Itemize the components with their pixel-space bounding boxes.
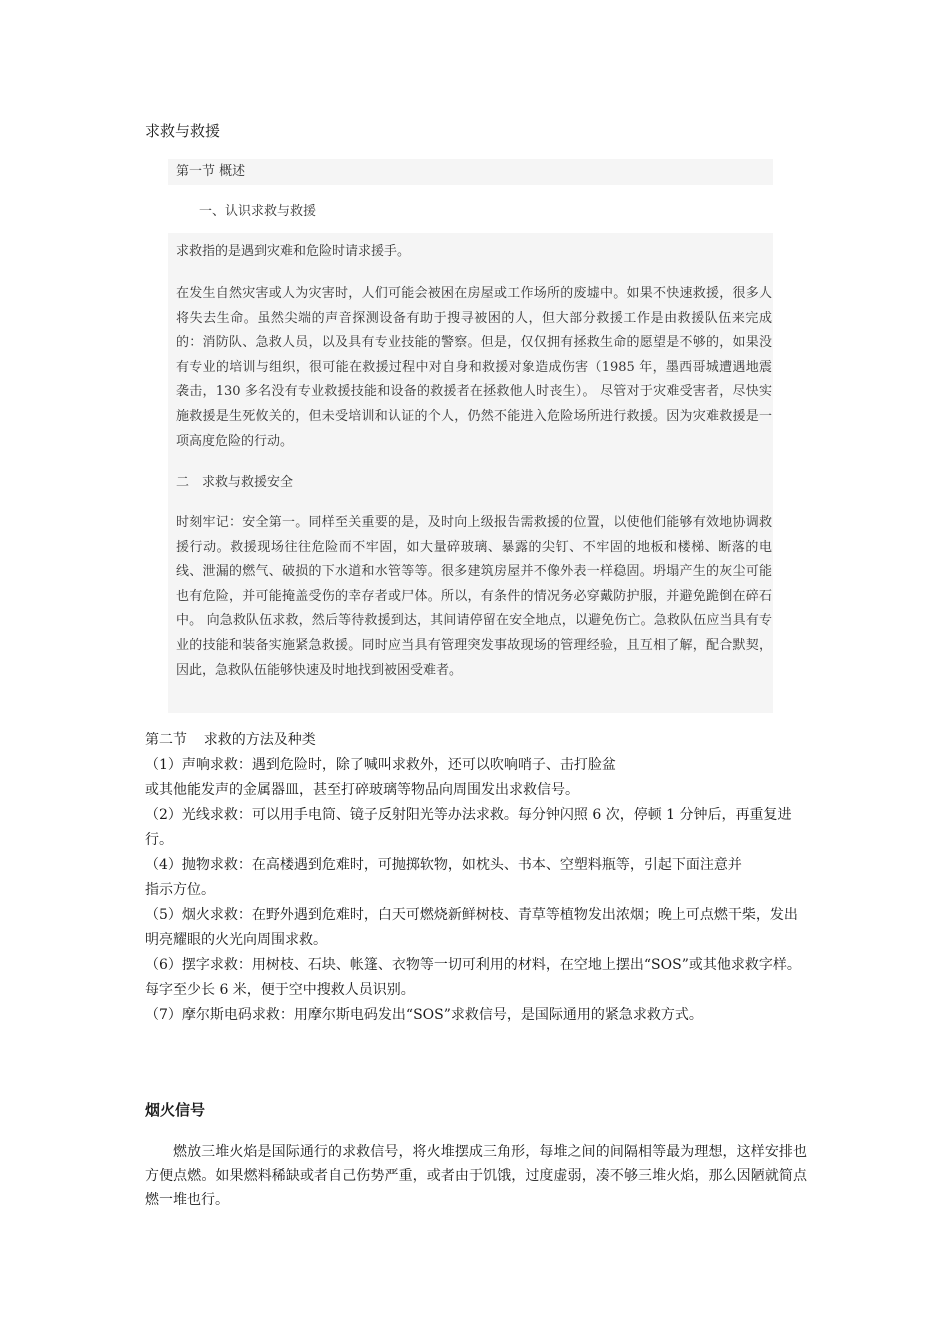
- smoke-signal-heading: 烟火信号: [145, 1101, 206, 1119]
- section1-paragraph: 在发生自然灾害或人为灾害时，人们可能会被困在房屋或工作场所的废墟中。如果不快速救援，很多人将失去生命。虽然尖端的声音探测设备有助于搜寻被困的人，但大部分救援工作是由救援队伍来完成的：消防队、急救人员，以及具有专业技能的警察。但是，仅仅拥有拯救生命的愿望是不够的，如果没有专业的培训与组织，很可能在救援过程中对自身和救援对象造成伤害（1985 年，墨西哥城遭遇地震袭击，130 多名没有专业救援技能和设备的救援者在拯救他人时丧生）。 尽管对于灾难受害者，尽快实施救援是生死攸关的，但未受培训和认证的个人，仍然不能进入危险场所进行救援。因为灾难救援是一项高度危险的行动。: [176, 286, 772, 449]
- list-item-fire: （5）烟火求救：在野外遇到危难时，白天可燃烧新鲜树枝、青草等植物发出浓烟；晚上可点燃干柴，发出明亮耀眼的火光向周围求救。: [145, 907, 798, 948]
- section2-heading: [145, 728, 807, 753]
- section1-subheading: 一、认识求救与救援: [199, 204, 317, 219]
- list-item-throw-continued: 指示方位。: [145, 882, 215, 898]
- list-item-sound-continued: 或其他能发声的金属器皿，甚至打碎玻璃等物品向周围发出求救信号。: [145, 782, 579, 798]
- list-item-sound: （1）声响求救：遇到危险时，除了喊叫求救外，还可以吹响哨子、击打脸盆: [145, 757, 616, 773]
- list-item-morse: （7）摩尔斯电码求救：用摩尔斯电码发出“SOS”求救信号，是国际通用的紧急求救方式。: [145, 1007, 703, 1023]
- section2-heading-title: 求救的方法及种类: [203, 732, 316, 748]
- smoke-signal-paragraph: 燃放三堆火焰是国际通行的求救信号，将火堆摆成三角形，每堆之间的间隔相等最为理想，这样安排也方便点燃。如果燃料稀缺或者自己伤势严重，或者由于饥饿，过度虚弱，凑不够三堆火焰，那么因陋就简点燃一堆也行。: [145, 1144, 807, 1208]
- section2: [145, 728, 807, 1028]
- list-item-text: （6）摆字求救：用树枝、石块、帐篷、衣物等一切可利用的材料，在空地上摆出“SOS”或其他求救字样。每字至少长 6 米，便于空中搜救人员识别。: [145, 957, 801, 998]
- section2-heading-number: 第二节: [145, 732, 187, 748]
- section1-definition: 求救指的是遇到灾难和危险时请求援手。: [176, 244, 411, 259]
- list-item-throw: （4）抛物求救：在高楼遇到危难时，可抛掷软物，如枕头、书本、空塑料瓶等，引起下面注意并: [145, 857, 742, 873]
- section1-subheading-safety: 二 求救与救援安全: [176, 475, 294, 490]
- page-title: 求救与救援: [145, 122, 221, 140]
- section1-heading: 第一节 概述: [176, 164, 246, 179]
- list-item-light: （2）光线求救：可以用手电筒、镜子反射阳光等办法求救。每分钟闪照 6 次，停顿 1 分钟后，再重复进行。: [145, 807, 792, 848]
- section1-safety-paragraph: 时刻牢记：安全第一。同样至关重要的是，及时向上级报告需救援的位置，以使他们能够有效地协调救援行动。救援现场往往危险而不牢固，如大量碎玻璃、暴露的尖钉、不牢固的地板和楼梯、断落的电线、泄漏的燃气、破损的下水道和水管等等。很多建筑房屋并不像外表一样稳固。坍塌产生的灰尘可能也有危险，并可能掩盖受伤的幸存者或尸体。所以，有条件的情况务必穿戴防护服，并避免跪倒在碎石中。 向急救队伍求救，然后等待救援到达，其间请停留在安全地点，以避免伤亡。急救队伍应当具有专业的技能和装备实施紧急救援。同时应当具有管理突发事故现场的管理经验，且互相了解，配合默契，因此，急救队伍能够快速及时地找到被困受难者。: [176, 515, 772, 678]
